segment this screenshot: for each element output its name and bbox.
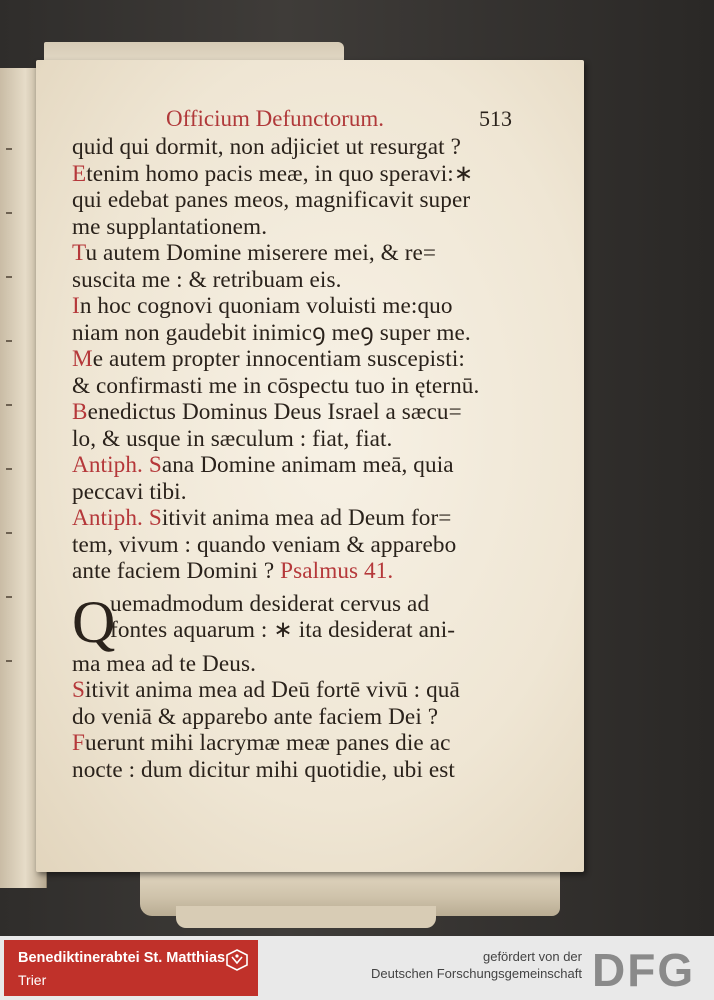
drop-capital: Q xyxy=(72,588,116,655)
psalm-label: Psalmus 41. xyxy=(280,558,394,584)
antiphon-line xyxy=(72,452,522,479)
text-line xyxy=(72,426,522,453)
line-text: me supplantationem. xyxy=(72,213,268,240)
text-line xyxy=(72,399,522,426)
psalm-line: uemadmodum desiderat cervus ad xyxy=(110,590,430,617)
text-line xyxy=(72,214,522,241)
rubric-initial: E xyxy=(72,160,87,187)
running-header xyxy=(72,100,522,134)
institution-city: Trier xyxy=(18,972,47,988)
line-text: u autem Domine miserere mei, & re= xyxy=(85,240,437,266)
rubric-initial: I xyxy=(72,293,80,319)
funding-line-1: gefördert von der xyxy=(482,949,582,964)
psalm-line: fontes aquarum : ∗ ita desiderat ani- xyxy=(110,617,456,643)
antiphon-initial: S xyxy=(148,505,162,531)
text-line xyxy=(72,373,522,400)
funding-text xyxy=(371,948,582,982)
text-line xyxy=(72,320,522,347)
psalm-verse-line xyxy=(72,677,522,704)
rubric-initial: T xyxy=(72,240,86,266)
institution-badge[interactable] xyxy=(4,940,258,996)
psalm-opening xyxy=(72,588,522,655)
antiphon-line: peccavi tibi. xyxy=(72,478,187,505)
funding-line-2: Deutschen Forschungsgemeinschaft xyxy=(370,966,582,981)
psalm-title-line xyxy=(72,558,522,585)
line-text: qui edebat panes meos, magnificavit super xyxy=(72,187,471,213)
text-line xyxy=(72,134,522,161)
psalm-verse-line xyxy=(72,757,522,784)
institution-name: Benediktinerabtei St. Matthias xyxy=(18,950,226,966)
line-text: e autem propter innocentiam suscepisti: xyxy=(92,346,465,372)
antiphon-label: Antiph. xyxy=(72,452,143,478)
text-line xyxy=(72,240,522,267)
psalm-verse-line xyxy=(72,704,522,731)
institution-logo-icon xyxy=(226,949,248,971)
text-line xyxy=(72,346,522,373)
footer-bar xyxy=(0,936,714,1000)
page-bottom-edge-lower xyxy=(176,906,436,928)
rubric-initial: S xyxy=(72,677,85,703)
psalm-verses xyxy=(72,677,522,783)
text-line xyxy=(72,293,522,320)
dfg-logo[interactable] xyxy=(590,944,702,992)
antiphon-label: Antiph. xyxy=(72,505,143,531)
rubric-initial: F xyxy=(72,730,85,756)
psalm-line: ma mea ad te Deus. xyxy=(72,650,257,677)
line-text: & confirmasti me in cōspectu tuo in ęternū. xyxy=(72,372,480,399)
page-text xyxy=(72,100,522,783)
rubric-initial: B xyxy=(72,399,88,425)
line-text: tenim homo pacis meæ, in quo speravi:∗ xyxy=(86,160,474,187)
text-lines xyxy=(72,134,522,452)
antiphon-text: itivit anima mea ad Deum for= xyxy=(161,505,452,531)
line-text: lo, & usque in sæculum : fiat, fiat. xyxy=(72,425,393,452)
line-text: uerunt mihi lacrymæ meæ panes die ac xyxy=(85,730,451,756)
page-number: 513 xyxy=(479,106,512,131)
rubric-initial: M xyxy=(72,346,93,372)
left-page-marks xyxy=(6,148,36,724)
psalm-verse-line xyxy=(72,730,522,757)
line-text: n hoc cognovi quoniam voluisti me:quo xyxy=(79,293,453,319)
line-text: do veniā & apparebo ante faciem Dei ? xyxy=(72,703,439,730)
antiphon-initial: S xyxy=(148,452,162,478)
antiphon-line xyxy=(72,505,522,532)
line-text: enedictus Dominus Deus Israel a sæcu= xyxy=(87,399,462,425)
line-text: quid qui dormit, non adjiciet ut resurgat ? xyxy=(72,134,461,160)
psalm-lead-text: ante faciem Domini ? xyxy=(72,558,275,584)
antiphon-text: ana Domine animam meā, quia xyxy=(161,452,454,478)
line-text: itivit anima mea ad Deū fortē vivū : quā xyxy=(85,677,460,703)
line-text: niam non gaudebit inimicꝯ meꝯ super me. xyxy=(72,319,471,346)
header-title: Officium Defunctorum. xyxy=(166,106,385,131)
line-text: nocte : dum dicitur mihi quotidie, ubi est xyxy=(72,756,455,783)
text-line xyxy=(72,161,522,188)
text-line xyxy=(72,187,522,214)
text-line xyxy=(72,267,522,294)
antiphon-line: tem, vivum : quando veniam & apparebo xyxy=(72,531,457,558)
line-text: suscita me : & retribuam eis. xyxy=(72,266,342,293)
dfg-logo-text: DFG xyxy=(592,944,696,992)
